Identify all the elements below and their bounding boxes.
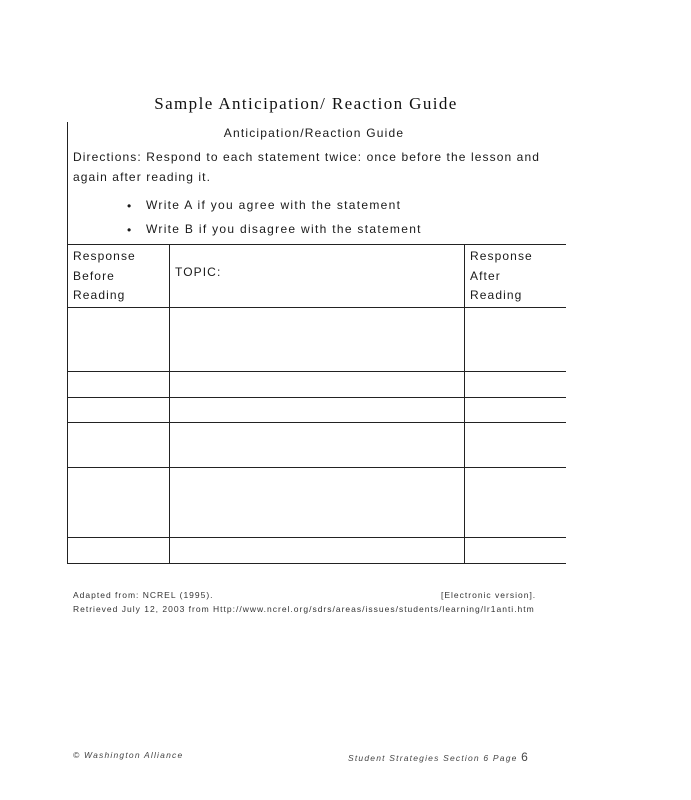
header-line: Reading — [73, 288, 126, 302]
footer-copyright: © Washington Alliance — [73, 750, 184, 760]
after-cell[interactable] — [465, 372, 567, 398]
footer-section-label: Student Strategies Section 6 Page — [348, 753, 518, 763]
after-cell[interactable] — [465, 308, 567, 372]
header-response-after — [465, 245, 567, 308]
response-table — [67, 244, 566, 564]
table-row — [68, 372, 567, 398]
credit-adapted-from: Adapted from: NCREL (1995). — [73, 590, 214, 600]
header-line: Reading — [470, 288, 523, 302]
bullet-agree: Write A if you agree with the statement — [146, 198, 402, 212]
topic-cell[interactable] — [170, 308, 465, 372]
before-cell[interactable] — [68, 468, 170, 538]
bullet-icon: • — [127, 223, 132, 237]
after-cell[interactable] — [465, 538, 567, 564]
header-topic: TOPIC: — [170, 245, 465, 308]
header-line: Response — [73, 249, 136, 263]
header-response-before — [68, 245, 170, 308]
table-row — [68, 308, 567, 372]
credit-electronic-version: [Electronic version]. — [441, 590, 537, 600]
page-title: Sample Anticipation/ Reaction Guide — [154, 94, 458, 113]
directions-line-2: again after reading it. — [73, 170, 212, 184]
credit-retrieved: Retrieved July 12, 2003 from Http://www.ncrel.org/sdrs/areas/issues/students/learning/lr1anti.htm — [73, 604, 535, 614]
before-cell[interactable] — [68, 372, 170, 398]
bullet-disagree: Write B if you disagree with the statement — [146, 222, 422, 236]
table-row — [68, 468, 567, 538]
guide-heading: Anticipation/Reaction Guide — [223, 126, 405, 140]
table-row — [68, 398, 567, 423]
before-cell[interactable] — [68, 538, 170, 564]
before-cell[interactable] — [68, 398, 170, 423]
bullet-icon: • — [127, 199, 132, 213]
after-cell[interactable] — [465, 423, 567, 468]
directions-line-1: Directions: Respond to each statement twice: once before the lesson and — [73, 150, 540, 164]
footer-section — [348, 750, 529, 764]
header-line: After — [470, 268, 501, 283]
topic-cell[interactable] — [170, 468, 465, 538]
topic-cell[interactable] — [170, 372, 465, 398]
page-number: 6 — [521, 750, 529, 764]
left-border-rule — [67, 122, 68, 245]
before-cell[interactable] — [68, 308, 170, 372]
before-cell[interactable] — [68, 423, 170, 468]
after-cell[interactable] — [465, 468, 567, 538]
topic-cell[interactable] — [170, 398, 465, 423]
table-row — [68, 538, 567, 564]
header-line: Before — [73, 268, 115, 283]
table-header-row — [68, 245, 567, 308]
table-row — [68, 423, 567, 468]
topic-cell[interactable] — [170, 423, 465, 468]
topic-cell[interactable] — [170, 538, 465, 564]
header-line: Response — [470, 249, 533, 263]
after-cell[interactable] — [465, 398, 567, 423]
